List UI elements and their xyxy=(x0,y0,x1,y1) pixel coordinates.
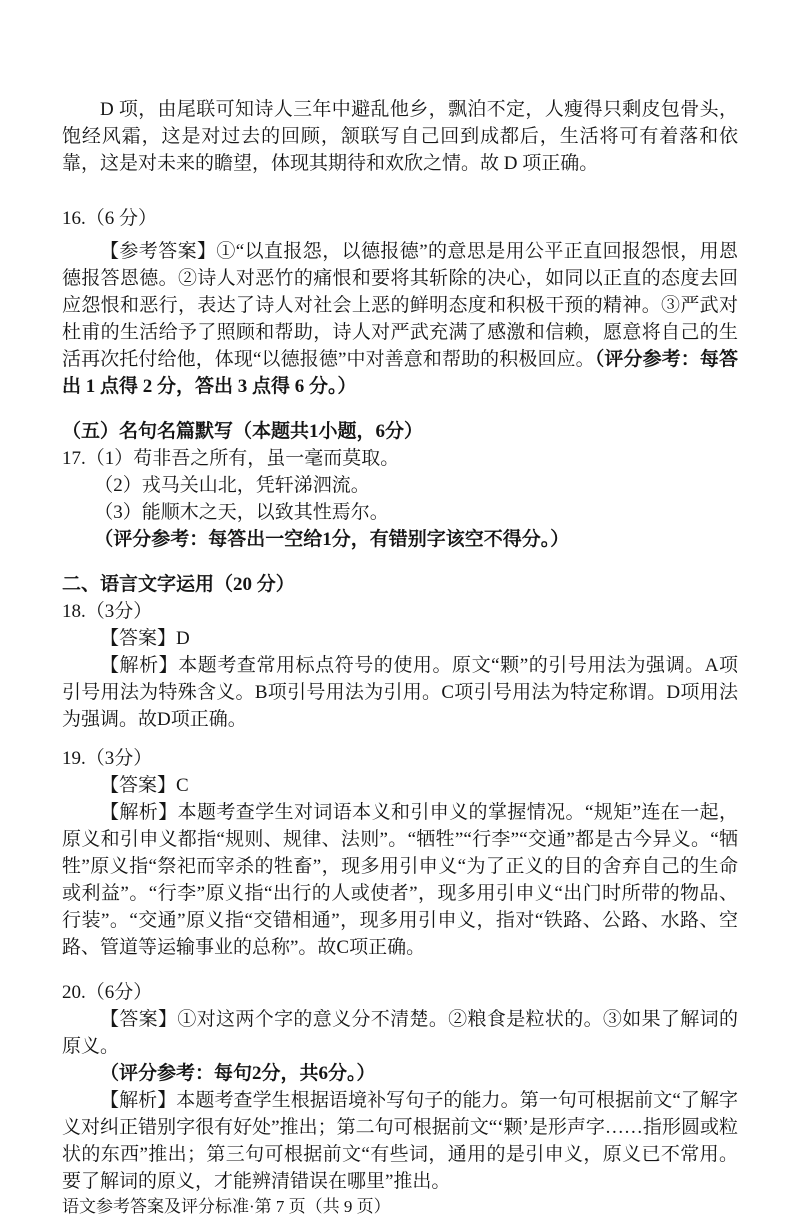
q16-answer xyxy=(62,238,738,400)
q16-scoring-note: （评分参考：每答出 1 点得 2 分，答出 3 点得 6 分。） xyxy=(62,349,738,397)
q15-option-d-analysis: D 项，由尾联可知诗人三年中避乱他乡，飘泊不定，人瘦得只剩皮包骨头，饱经风霜，这是对过去的回顾，颔联写自己回到成都后，生活将可有着落和依靠，这是对未来的瞻望，体现其期待和欢欣之情。故 D 项正确。 xyxy=(62,99,738,174)
q18-number: 18.（3分） xyxy=(62,601,153,622)
section2-heading: 二、语言文字运用（20 分） xyxy=(62,574,295,595)
document-body xyxy=(62,96,738,1219)
q20-scoring-note: （评分参考：每句2分，共6分。） xyxy=(100,1063,376,1084)
q17-scoring-note: （评分参考：每答出一空给1分，有错别字该空不得分。） xyxy=(94,529,570,550)
q16-number: 16.（6 分） xyxy=(62,208,158,229)
section5-heading: （五）名句名篇默写（本题共1小题，6分） xyxy=(62,421,424,442)
q19-answer: 【答案】C xyxy=(100,775,189,796)
q20-number: 20.（6分） xyxy=(62,982,153,1003)
q18-answer: 【答案】D xyxy=(100,628,190,649)
q18-analysis: 【解析】本题考查常用标点符号的使用。原文“颗”的引号用法为强调。A项引号用法为特殊含义。B项引号用法为引用。C项引号用法为特定称谓。D项用法为强调。故D项正确。 xyxy=(62,655,738,730)
q17-answer-3: （3）能顺木之天，以致其性焉尔。 xyxy=(94,502,389,523)
q16-answer-text: 【参考答案】①“以直报怨，以德报德”的意思是用公平正直回报怨恨，用恩德报答恩德。②诗人对恶竹的痛恨和要将其斩除的决心，如同以正直的态度去回应怨恨和恶行，表达了诗人对社会上恶的鲜明态度和积极干预的精神。③严武对杜甫的生活给予了照顾和帮助，诗人对严武充满了感激和信赖，愿意将自己的生活再次托付给他，体现“以德报德”中对善意和帮助的积极回应。 xyxy=(62,241,738,370)
q17-answer-1: 17.（1）苟非吾之所有，虽一毫而莫取。 xyxy=(62,448,400,469)
q19-analysis: 【解析】本题考查学生对词语本义和引申义的掌握情况。“规矩”连在一起，原义和引申义都指“规则、规律、法则”。“牺牲”“行李”“交通”都是古今异义。“牺牲”原义指“祭祀而宰杀的牲畜”，现多用引申义“为了正义的目的舍弃自己的生命或利益”。“行李”原义指“出行的人或使者”，现多用引申义“出门时所带的物品、行装”。“交通”原义指“交错相通”，现多用引申义，指对“铁路、公路、水路、空路、管道等运输事业的总称”。故C项正确。 xyxy=(62,802,738,958)
q20-analysis: 【解析】本题考查学生根据语境补写句子的能力。第一句可根据前文“了解字义对纠正错别字很有好处”推出；第二句可根据前文“‘颗’是形声字……指形圆或粒状的东西”推出；第三句可根据前文“有些词，通用的是引申义，原义已不常用。要了解词的原义，才能辨清错误在哪里”推出。 xyxy=(62,1090,738,1192)
q19-number: 19.（3分） xyxy=(62,748,153,769)
q20-answer: 【答案】①对这两个字的意义分不清楚。②粮食是粒状的。③如果了解词的原义。 xyxy=(62,1009,738,1057)
page-footer: 语文参考答案及评分标准·第 7 页（共 9 页） xyxy=(62,1197,391,1216)
q17-answer-2: （2）戎马关山北，凭轩涕泗流。 xyxy=(94,475,370,496)
